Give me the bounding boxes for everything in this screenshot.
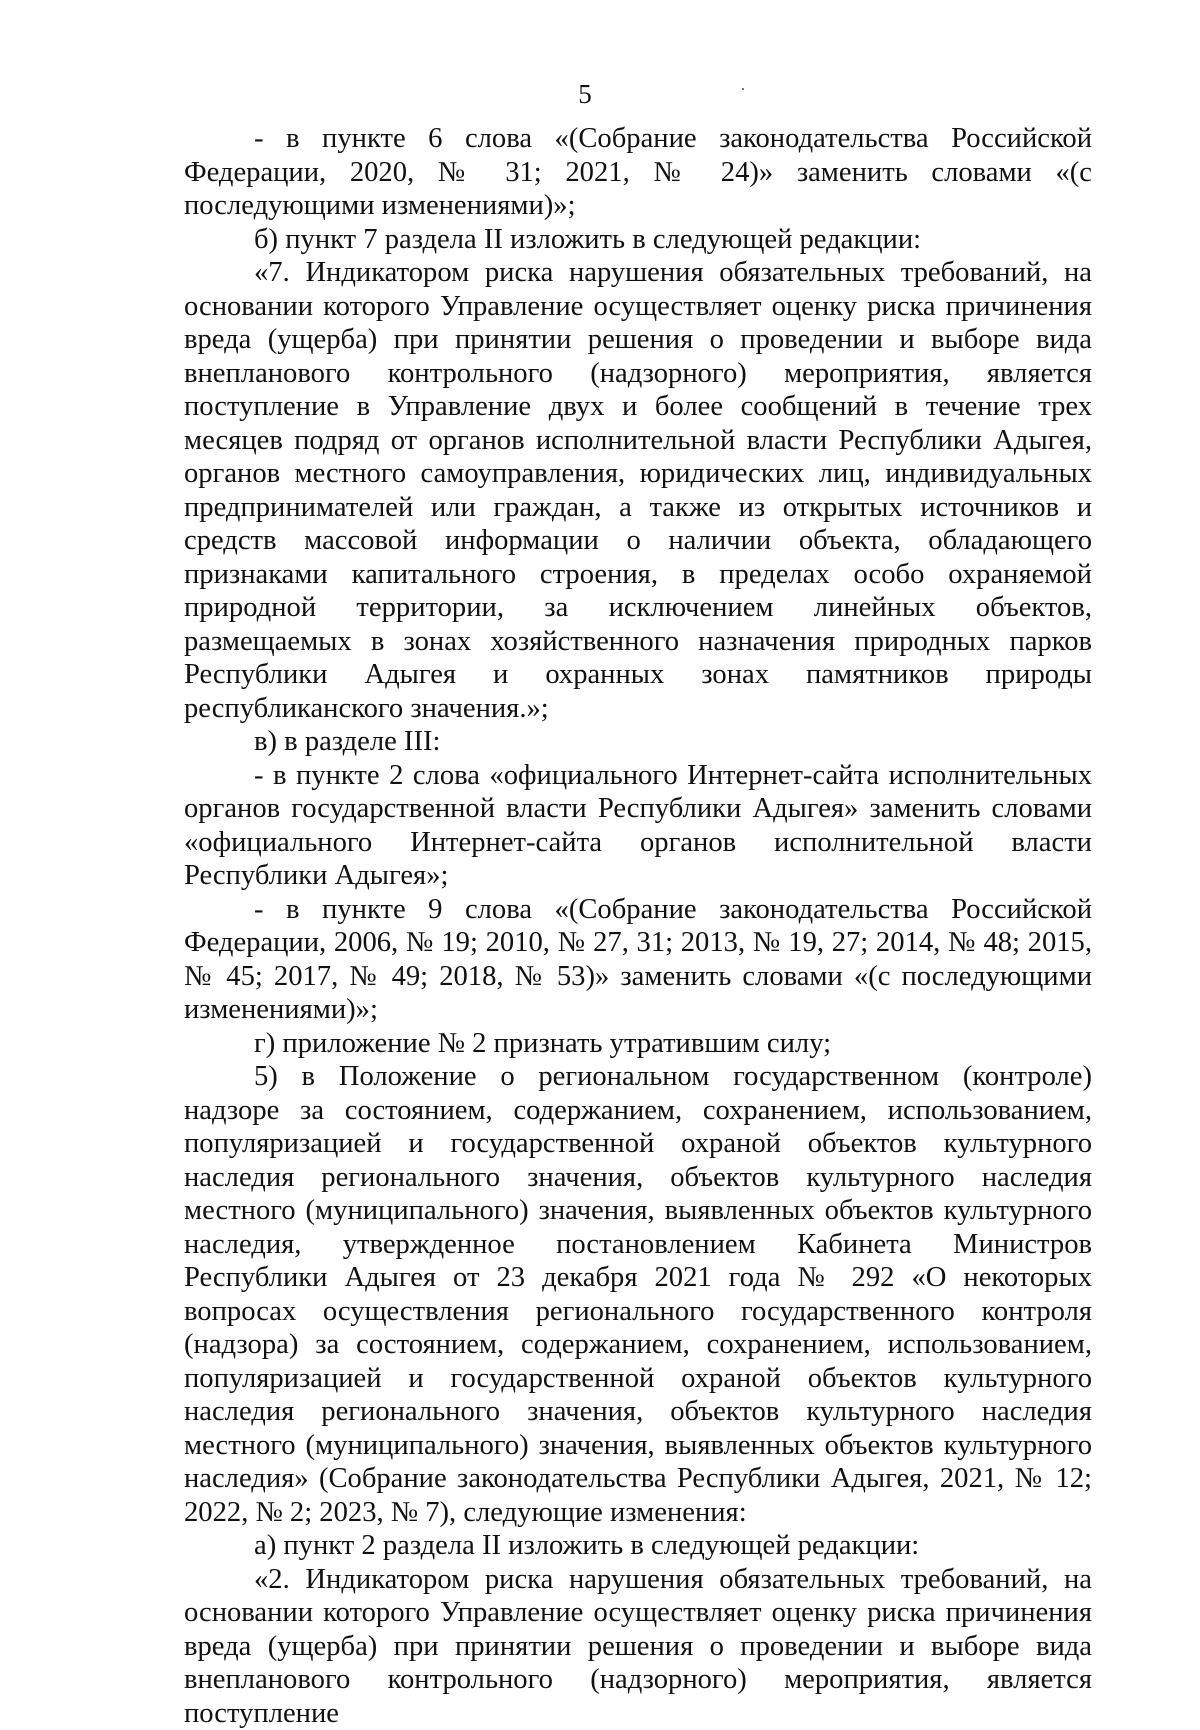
- paragraph-5: - в пункте 2 слова «официального Интернет-сайта исполнительных органов государственной власти Республики Адыгея» заменить словами «официального Интернет-сайта органов исполнительной власти Республики Адыгея»;: [184, 759, 1092, 893]
- paragraph-6: - в пункте 9 слова «(Собрание законодательства Российской Федерации, 2006, № 19; 2010, № 27, 31; 2013, № 19, 27; 2014, № 48; 2015, № 45; 2017, № 49; 2018, № 53)» заменить словами «(с последующими изменениями)»;: [184, 893, 1092, 1027]
- paragraph-1: - в пункте 6 слова «(Собрание законодательства Российской Федерации, 2020, № 31; 2021, № 24)» заменить словами «(с последующими изменениями)»;: [184, 122, 1092, 223]
- scan-speck: [742, 88, 744, 90]
- paragraph-8: 5) в Положение о региональном государственном (контроле) надзоре за состоянием, содержанием, сохранением, использованием, популяризацией и государственной охраной объектов культурного наследия регионального значения, объектов культурного наследия местного (муниципального) значения, выявленных объектов культурного наследия, утвержденное постановлением Кабинета Министров Республики Адыгея от 23 декабря 2021 года № 292 «О некоторых вопросах осуществления регионального государственного контроля (надзора) за состоянием, содержанием, сохранением, использованием, популяризацией и государственной охраной объектов культурного наследия регионального значения, объектов культурного наследия местного (муниципального) значения, выявленных объектов культурного наследия» (Собрание законодательства Республики Адыгея, 2021, № 12; 2022, № 2; 2023, № 7), следующие изменения:: [184, 1060, 1092, 1529]
- paragraph-3: «7. Индикатором риска нарушения обязательных требований, на основании которого Управление осуществляет оценку риска причинения вреда (ущерба) при принятии решения о проведении и выборе вида внепланового контрольного (надзорного) мероприятия, является поступление в Управление двух и более сообщений в течение трех месяцев подряд от органов исполнительной власти Республики Адыгея, органов местного самоуправления, юридических лиц, индивидуальных предпринимателей или граждан, а также из открытых источников и средств массовой информации о наличии объекта, обладающего признаками капитального строения, в пределах особо охраняемой природной территории, за исключением линейных объектов, размещаемых в зонах хозяйственного назначения природных парков Республики Адыгея и охранных зонах памятников природы республиканского значения.»;: [184, 256, 1092, 725]
- paragraph-2: б) пункт 7 раздела II изложить в следующей редакции:: [184, 223, 1092, 257]
- paragraph-7: г) приложение № 2 признать утратившим силу;: [184, 1027, 1092, 1061]
- document-body: [184, 122, 1092, 1730]
- paragraph-10: «2. Индикатором риска нарушения обязательных требований, на основании которого Управление осуществляет оценку риска причинения вреда (ущерба) при принятии решения о проведении и выборе вида внепланового контрольного (надзорного) мероприятия, является поступление: [184, 1563, 1092, 1730]
- paragraph-4: в) в разделе III:: [184, 725, 1092, 759]
- page-number: 5: [0, 78, 1170, 110]
- paragraph-9: а) пункт 2 раздела II изложить в следующей редакции:: [184, 1529, 1092, 1563]
